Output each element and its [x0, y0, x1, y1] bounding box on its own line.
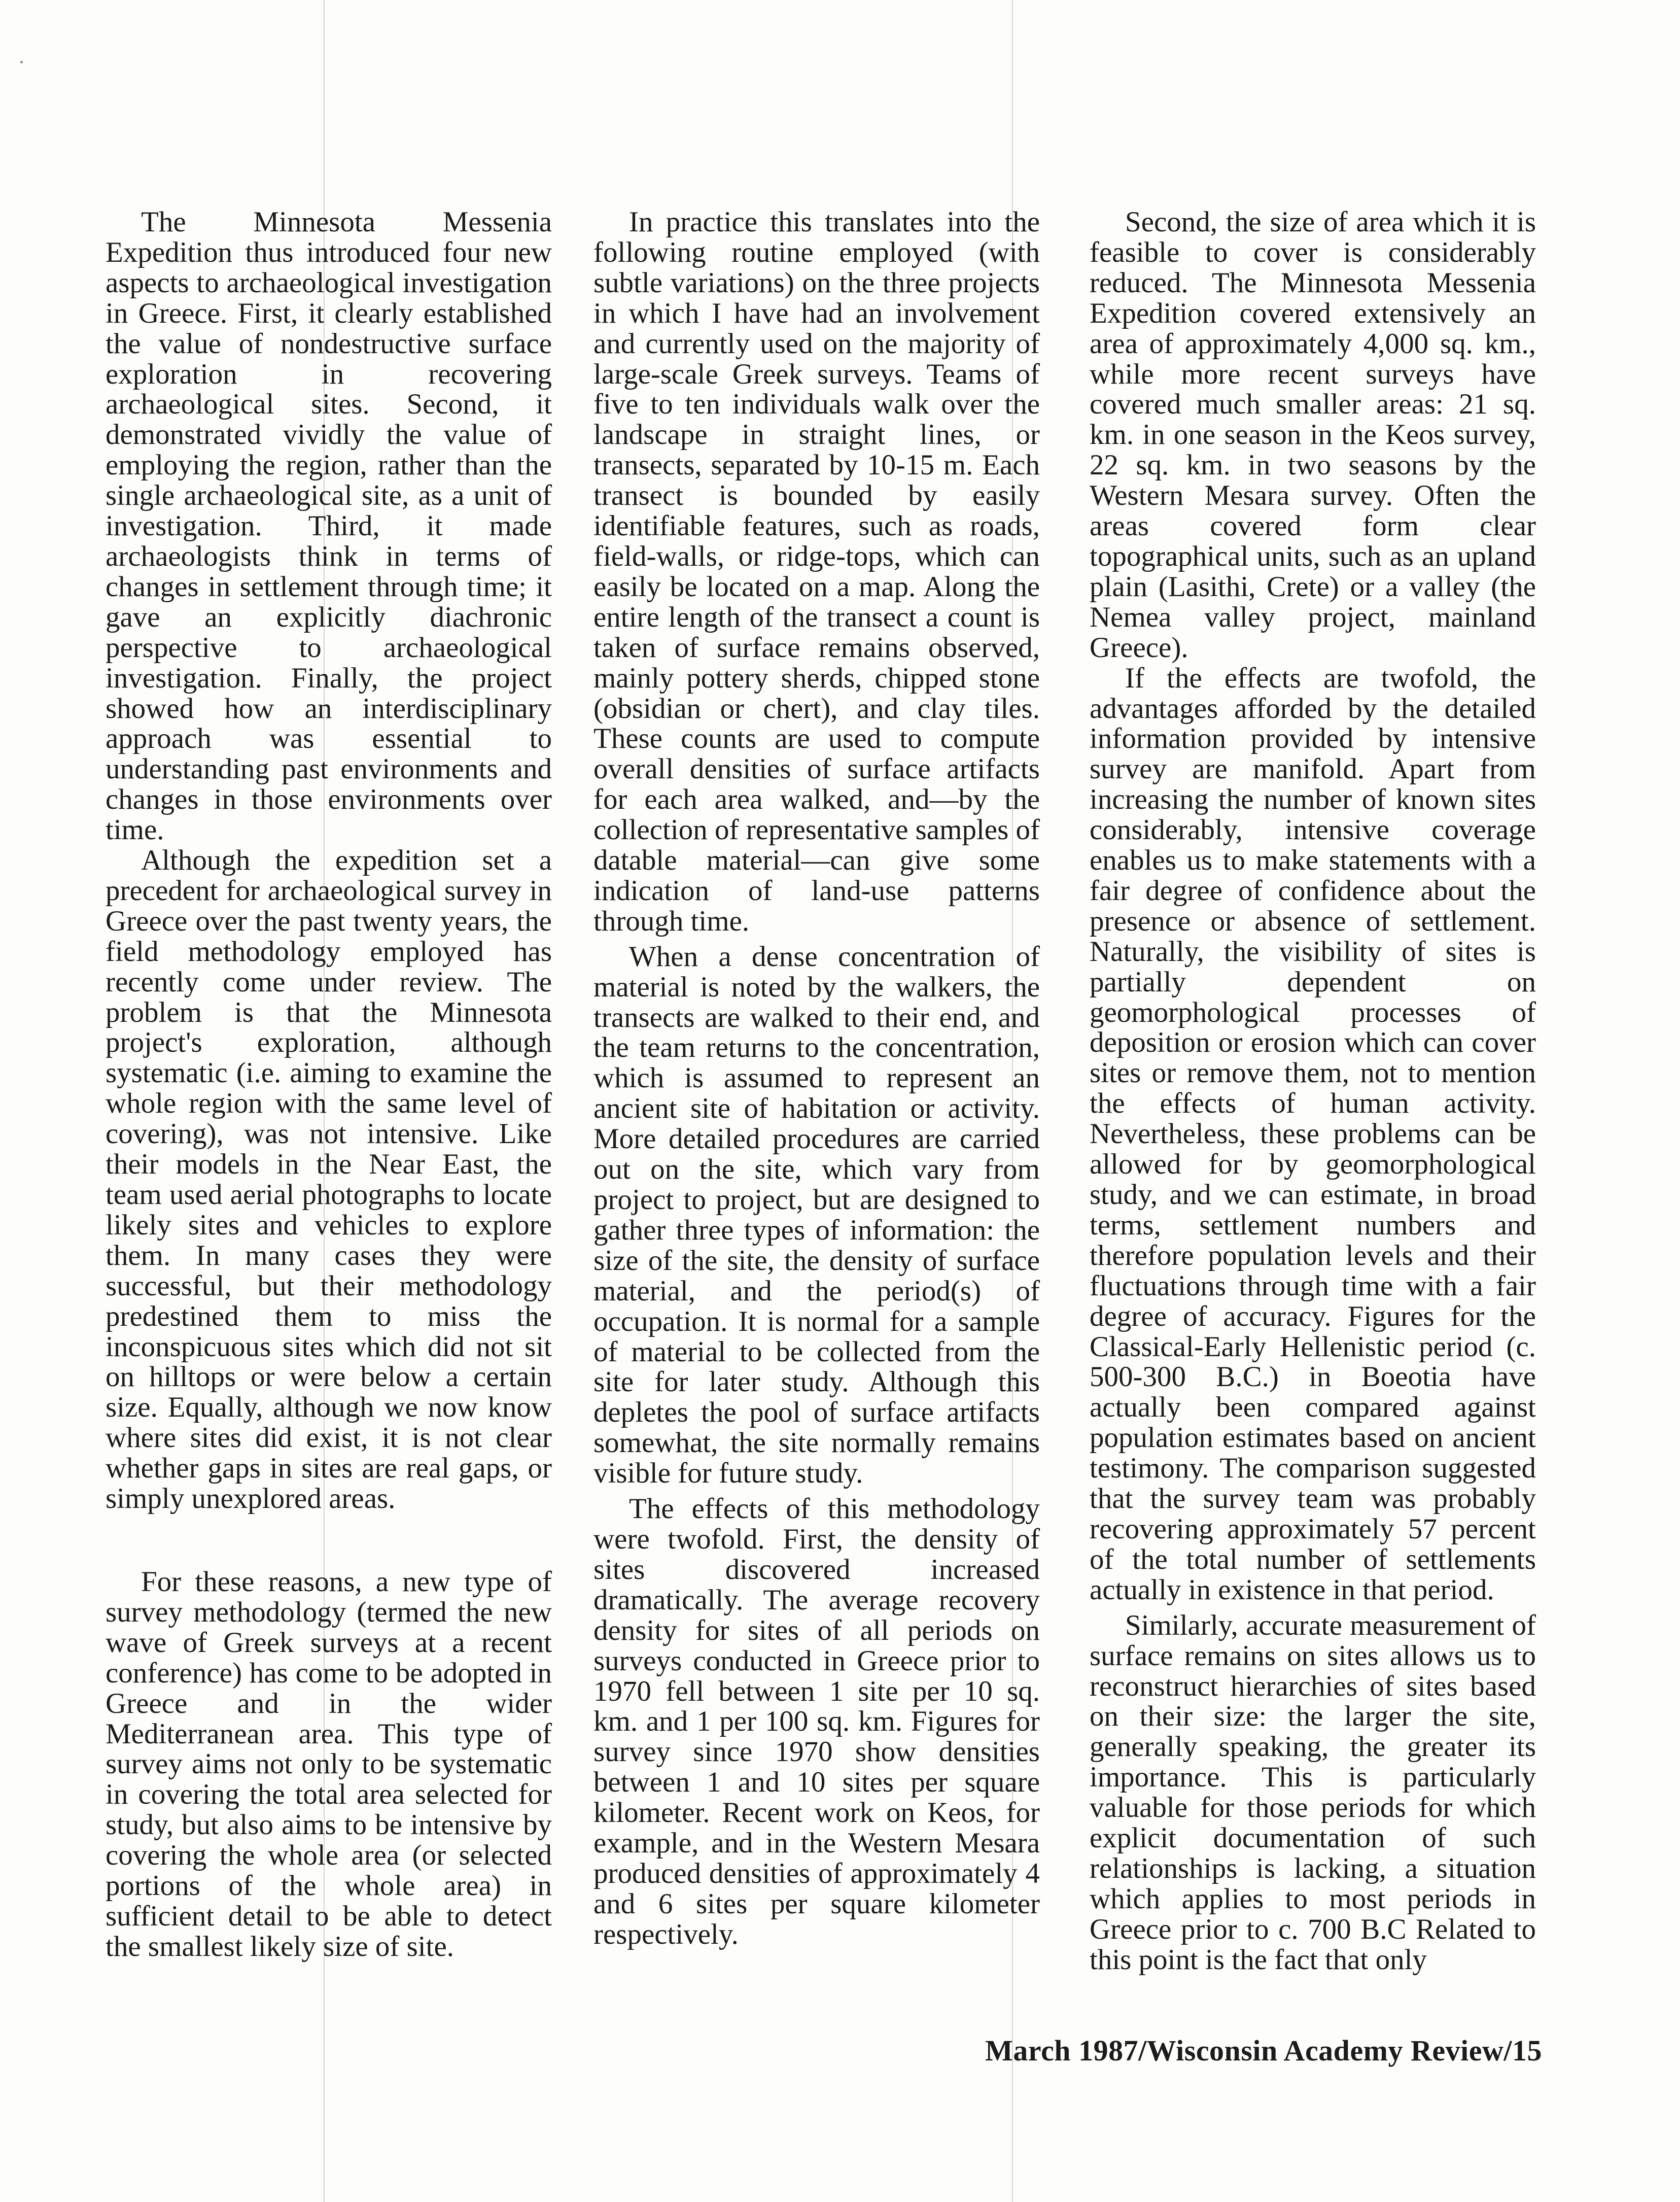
paragraph: Second, the size of area which it is feasible to cover is considerably reduced. The Minnesota Messenia Expedition covered extensively an area of approximately 4,000 sq. km., while more recent surveys have covered much smaller areas: 21 sq. km. in one season in the Keos survey, 22 sq. km. in two seasons by the Western Mesara survey. Often the areas covered form clear topographical units, such as an upland plain (Lasithi, Crete) or a valley (the Nemea valley project, mainland Greece).	[1090, 206, 1536, 664]
paragraph: For these reasons, a new type of survey methodology (termed the new wave of Greek surveys at a recent conference) has come to be adopted in Greece and in the wider Mediterranean area. This type of survey aims not only to be systematic in covering the total area selected for study, but also aims to be intensive by covering the whole area (or selected portions of the whole area) in sufficient detail to be able to detect the smallest likely size of site.	[106, 1565, 552, 1963]
paragraph: In practice this translates into the following routine employed (with subtle variations) on the three projects in which I have had an involvement and currently used on the majority of large-scale Greek surveys. Teams of five to ten individuals walk over the landscape in straight lines, or transects, separated by 10-15 m. Each transect is bounded by easily identifiable features, such as roads, field-walls, or ridge-tops, which can easily be located on a map. Along the entire length of the transect a count is taken of surface remains observed, mainly pottery sherds, chipped stone (obsidian or chert), and clay tiles. These counts are used to compute overall densities of surface artifacts for each area walked, and—by the collection of representative samples of datable material—can give some indication of land-use patterns through time.	[593, 206, 1040, 937]
paragraph: Although the expedition set a precedent for archaeological survey in Greece over the past twenty years, the field methodology employed has recently come under review. The problem is that the Minnesota project's exploration, although systematic (i.e. aiming to examine the whole region with the same level of covering), was not intensive. Like their models in the Near East, the team used aerial photographs to locate likely sites and vehicles to explore them. In many cases they were successful, but their methodology predestined them to miss the inconspicuous sites which did not sit on hilltops or were below a certain size. Equally, although we now know where sites did exist, it is not clear whether gaps in sites are real gaps, or simply unexplored areas.	[106, 844, 552, 1515]
scan-speck	[20, 61, 23, 63]
column-2	[593, 207, 1040, 1950]
column-3	[1090, 207, 1536, 1975]
page-footer: March 1987/Wisconsin Academy Review/15	[985, 2034, 1542, 2067]
paragraph: When a dense concentration of material is noted by the walkers, the transects are walked to their end, and the team returns to the concentration, which is assumed to represent an ancient site of habitation or activity. More detailed procedures are carried out on the site, which vary from project to project, but are designed to gather three types of information: the size of the site, the density of surface material, and the period(s) of occupation. It is normal for a sample of material to be collected from the site for later study. Although this depletes the pool of surface artifacts somewhat, the site normally remains visible for future study.	[593, 940, 1040, 1490]
paragraph: The Minnesota Messenia Expedition thus introduced four new aspects to archaeological investigation in Greece. First, it clearly established the value of nondestructive surface exploration in recovering archaeological sites. Second, it demonstrated vividly the value of employing the region, rather than the single archaeological site, as a unit of investigation. Third, it made archaeologists think in terms of changes in settlement through time; it gave an explicitly diachronic perspective to archaeological investigation. Finally, the project showed how an interdisciplinary approach was essential to understanding past environments and changes in those environments over time.	[106, 206, 552, 846]
paragraph: If the effects are twofold, the advantages afforded by the detailed information provided by intensive survey are manifold. Apart from increasing the number of known sites considerably, intensive coverage enables us to make statements with a fair degree of confidence about the presence or absence of settlement. Naturally, the visibility of sites is partially dependent on geomorphological processes of deposition or erosion which can cover sites or remove them, not to mention the effects of human activity. Nevertheless, these problems can be allowed for by geomorphological study, and we can estimate, in broad terms, settlement numbers and therefore population levels and their fluctuations through time with a fair degree of accuracy. Figures for the Classical-Early Hellenistic period (c. 500-300 B.C.) in Boeotia have actually been compared against population estimates based on ancient testimony. The comparison suggested that the survey team was probably recovering approximately 57 percent of the total number of settlements actually in existence in that period.	[1090, 662, 1536, 1606]
paragraph: Similarly, accurate measurement of surface remains on sites allows us to reconstruct hierarchies of sites based on their size: the larger the site, generally speaking, the greater its importance. This is particularly valuable for those periods for which explicit documentation of such relationships is lacking, a situation which applies to most periods in Greece prior to c. 700 B.C Related to this point is the fact that only	[1090, 1609, 1536, 1976]
column-1	[106, 207, 552, 1962]
paragraph: The effects of this methodology were twofold. First, the density of sites discovered increased dramatically. The average recovery density for sites of all periods on surveys conducted in Greece prior to 1970 fell between 1 site per 10 sq. km. and 1 per 100 sq. km. Figures for survey since 1970 show densities between 1 and 10 sites per square kilometer. Recent work on Keos, for example, and in the Western Mesara produced densities of approximately 4 and 6 sites per square kilometer respectively.	[593, 1493, 1040, 1950]
